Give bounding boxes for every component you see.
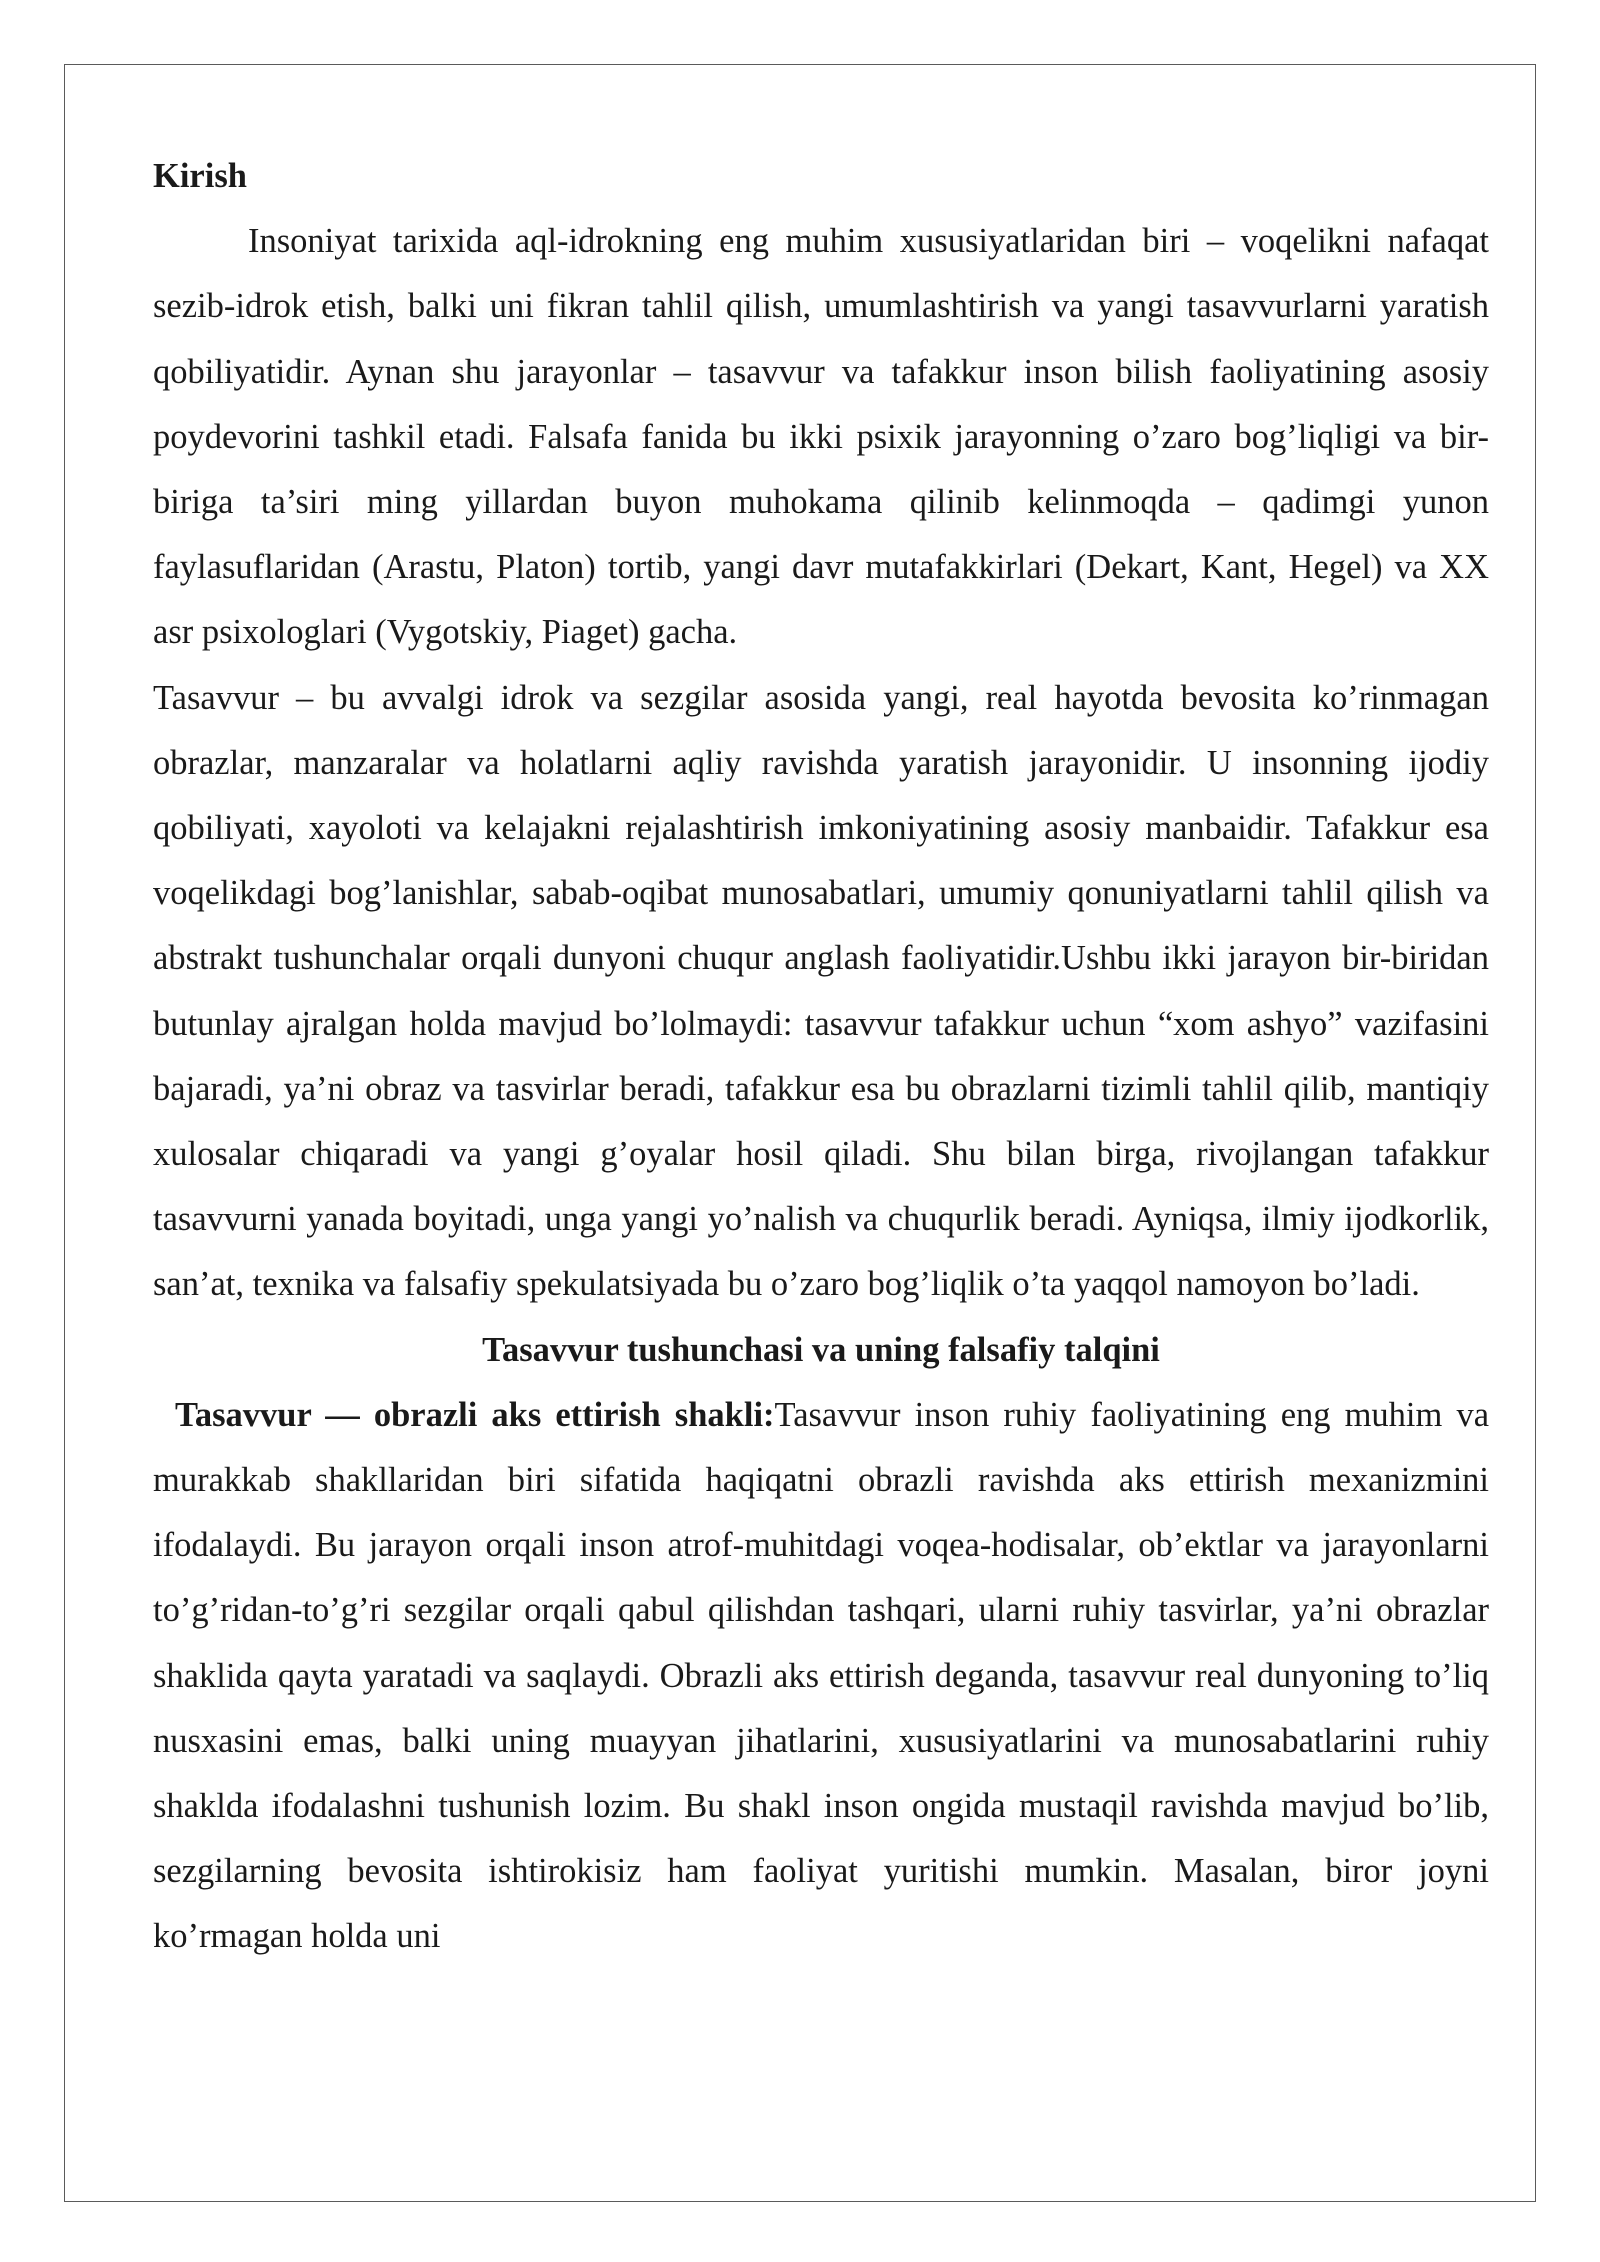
section-heading: Tasavvur tushunchasi va uning falsafiy talqini — [482, 1330, 1160, 1369]
section-paragraph — [153, 1383, 1489, 1970]
section-paragraph-text: Tasavvur inson ruhiy faoliyatining eng muhim va murakkab shakllaridan biri sifatida haqiqatni obrazli ravishda aks ettirish mexanizmini ifodalaydi. Bu jarayon orqali inson atrof-muhitdagi voqea-hodisalar, ob’ektlar va jarayonlarni to’g’ridan-to’g’ri sezgilar orqali qabul qilishdan tashqari, ularni ruhiy tasvirlar, ya’ni obrazlar shaklida qayta yaratadi va saqlaydi. Obrazli aks ettirish deganda, tasavvur real dunyoning to’liq nusxasini emas, balki uning muayyan jihatlarini, xususiyatlarini va munosabatlarini ruhiy shaklda ifodalashni tushunish lozim. Bu shakl inson ongida mustaqil ravishda mavjud bo’lib, sezgilarning bevosita ishtirokisiz ham faoliyat yuritishi mumkin. Masalan, biror joyni ko’rmagan holda uni — [153, 1395, 1490, 1956]
heading-kirish: Kirish — [153, 157, 247, 195]
section-lead-bold: Tasavvur — obrazli aks ettirish shakli: — [175, 1395, 775, 1434]
second-paragraph: Tasavvur – bu avvalgi idrok va sezgilar asosida yangi, real hayotda bevosita ko’rinmagan obrazlar, manzaralar va holatlarni aqliy ravishda yaratish jarayonidir. U insonning ijodiy qobiliyati, xayoloti va kelajakni rejalashtirish imkoniyatining asosiy manbaidir. Tafakkur esa voqelikdagi bog’lanishlar, sabab-oqibat munosabatlari, umumiy qonuniyatlarni tahlil qilish va abstrakt tushunchalar orqali dunyoni chuqur anglash faoliyatidir.Ushbu ikki jarayon bir-biridan butunlay ajralgan holda mavjud bo’lolmaydi: tasavvur tafakkur uchun “xom ashyo” vazifasini bajaradi, ya’ni obraz va tasvirlar beradi, tafakkur esa bu obrazlarni tizimli tahlil qilib, mantiqiy xulosalar chiqaradi va yangi g’oyalar hosil qiladi. Shu bilan birga, rivojlangan tafakkur tasavvurni yanada boyitadi, unga yangi yo’nalish va chuqurlik beradi. Ayniqsa, ilmiy ijodkorlik, san’at, texnika va falsafiy spekulatsiyada bu o’zaro bog’liqlik o’ta yaqqol namoyon bo’ladi. — [153, 678, 1489, 1304]
document-body — [153, 144, 1489, 1970]
intro-paragraph: Insoniyat tarixida aql-idrokning eng muhim xususiyatlaridan biri – voqelikni nafaqat sezib-idrok etish, balki uni fikran tahlil qilish, umumlashtirish va yangi tasavvurlarni yaratish qobiliyatidir. Aynan shu jarayonlar – tasavvur va tafakkur inson bilish faoliyatining asosiy poydevorini tashkil etadi. Falsafa fanida bu ikki psixik jarayonning o’zaro bog’liqligi va bir-biriga ta’siri ming yillardan buyon muhokama qilinib kelinmoqda – qadimgi yunon faylasuflaridan (Arastu, Platon) tortib, yangi davr mutafakkirlari (Dekart, Kant, Hegel) va XX asr psixologlari (Vygotskiy, Piaget) gacha. — [153, 222, 1489, 652]
